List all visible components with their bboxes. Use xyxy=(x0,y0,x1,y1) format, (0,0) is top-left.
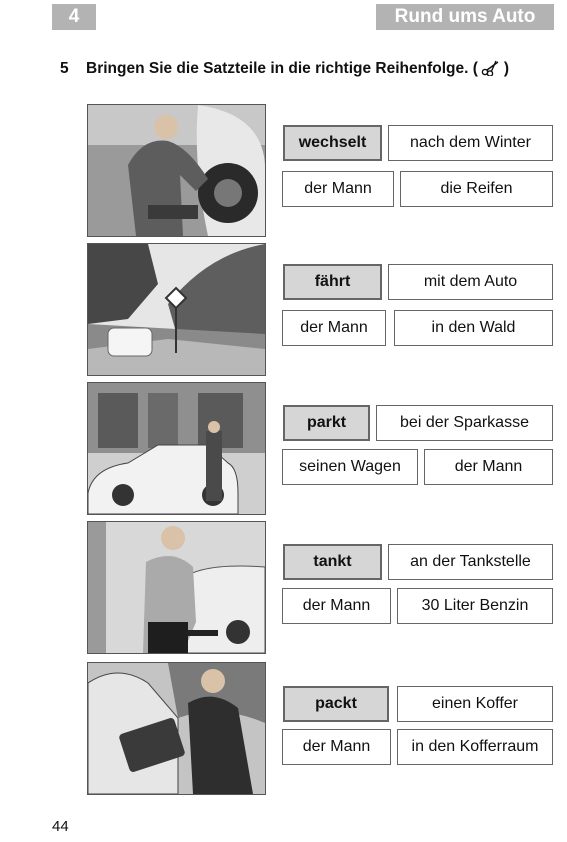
exercise-instruction xyxy=(60,60,509,78)
phrase-card[interactable]: in den Wald xyxy=(394,310,553,346)
instruction-close: ) xyxy=(503,60,510,77)
phrase-card[interactable]: der Mann xyxy=(282,588,391,624)
verb-card[interactable]: packt xyxy=(283,686,389,722)
scissors-icon xyxy=(481,60,501,76)
photo-car-trunk xyxy=(87,662,266,795)
verb-card[interactable]: wechselt xyxy=(283,125,382,161)
phrase-card[interactable]: in den Kofferraum xyxy=(397,729,553,765)
phrase-card[interactable]: die Reifen xyxy=(400,171,553,207)
page-number: 44 xyxy=(52,818,69,835)
phrase-card[interactable]: der Mann xyxy=(282,310,386,346)
phrase-card[interactable]: 30 Liter Benzin xyxy=(397,588,553,624)
phrase-card[interactable]: an der Tankstelle xyxy=(388,544,553,580)
verb-card[interactable]: fährt xyxy=(283,264,382,300)
instruction-text: Bringen Sie die Satzteile in die richtige Reihenfolge. ( xyxy=(86,60,478,77)
phrase-card[interactable]: nach dem Winter xyxy=(388,125,553,161)
phrase-card[interactable]: der Mann xyxy=(282,171,394,207)
phrase-card[interactable]: einen Koffer xyxy=(397,686,553,722)
phrase-card[interactable]: der Mann xyxy=(424,449,553,485)
photo-country-road xyxy=(87,243,266,376)
photo-parked-car xyxy=(87,382,266,515)
verb-card[interactable]: tankt xyxy=(283,544,382,580)
chapter-title: Rund ums Auto xyxy=(376,4,554,30)
photo-gas-station xyxy=(87,521,266,654)
exercise-number: 5 xyxy=(60,60,69,77)
phrase-card[interactable]: seinen Wagen xyxy=(282,449,418,485)
phrase-card[interactable]: mit dem Auto xyxy=(388,264,553,300)
phrase-card[interactable]: bei der Sparkasse xyxy=(376,405,553,441)
chapter-number: 4 xyxy=(52,4,96,30)
verb-card[interactable]: parkt xyxy=(283,405,370,441)
photo-tire-change xyxy=(87,104,266,237)
phrase-card[interactable]: der Mann xyxy=(282,729,391,765)
